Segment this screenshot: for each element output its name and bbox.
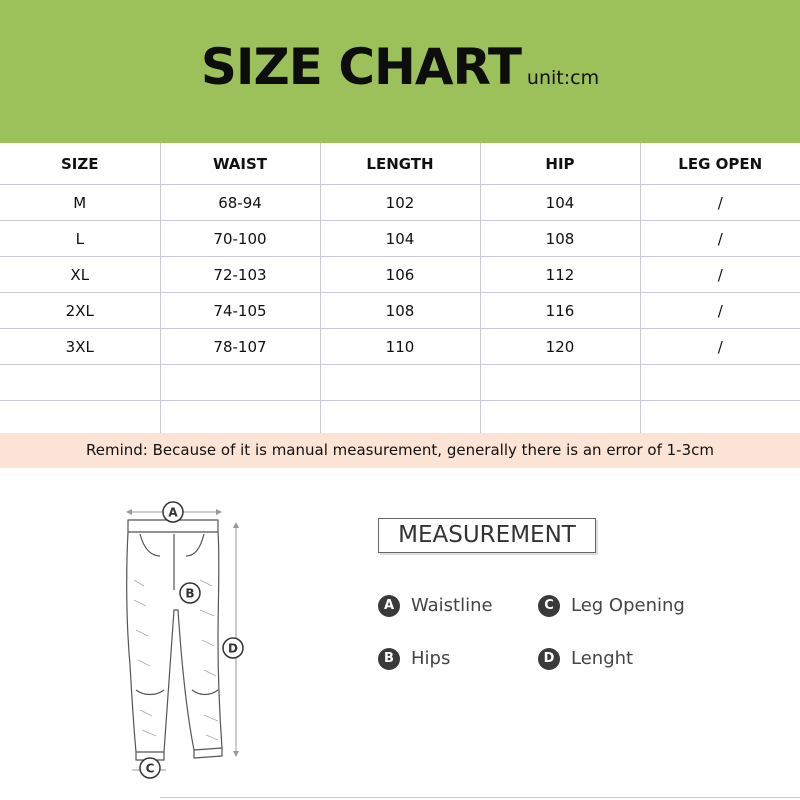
table-cell bbox=[0, 365, 160, 401]
table-cell: 3XL bbox=[0, 329, 160, 365]
measurement-title: MEASUREMENT bbox=[378, 518, 596, 553]
marker-c-label: C bbox=[145, 761, 155, 776]
table-cell bbox=[160, 365, 320, 401]
table-cell bbox=[480, 401, 640, 437]
marker-a-label: A bbox=[168, 505, 178, 520]
page-title: SIZE CHART bbox=[200, 38, 521, 96]
table-cell: 108 bbox=[320, 293, 480, 329]
size-table bbox=[0, 143, 800, 436]
divider bbox=[160, 797, 800, 798]
table-cell: / bbox=[640, 293, 800, 329]
legend-label: Waistline bbox=[411, 595, 493, 616]
table-row bbox=[0, 185, 800, 221]
table-cell bbox=[480, 365, 640, 401]
table-cell: L bbox=[0, 221, 160, 257]
table-cell: XL bbox=[0, 257, 160, 293]
unit-label: unit:cm bbox=[526, 67, 600, 89]
table-row bbox=[0, 257, 800, 293]
marker-b-label: B bbox=[185, 586, 195, 601]
table-cell bbox=[320, 365, 480, 401]
marker-d-label: D bbox=[228, 641, 238, 656]
table-cell: / bbox=[640, 257, 800, 293]
pants-sketch-icon bbox=[100, 490, 270, 790]
table-cell: M bbox=[0, 185, 160, 221]
table-cell: 70-100 bbox=[160, 221, 320, 257]
table-cell: 112 bbox=[480, 257, 640, 293]
table-cell bbox=[160, 401, 320, 437]
table-row bbox=[0, 293, 800, 329]
badge-d-icon: D bbox=[538, 648, 560, 670]
table-cell bbox=[320, 401, 480, 437]
table-cell: 74-105 bbox=[160, 293, 320, 329]
table-cell: 2XL bbox=[0, 293, 160, 329]
table-cell: / bbox=[640, 221, 800, 257]
table-cell: 68-94 bbox=[160, 185, 320, 221]
title-wrap bbox=[0, 38, 800, 96]
column-header-size: SIZE bbox=[0, 143, 160, 185]
column-header-leg-open: LEG OPEN bbox=[640, 143, 800, 185]
table-row bbox=[0, 221, 800, 257]
table-cell bbox=[640, 401, 800, 437]
table-cell: 106 bbox=[320, 257, 480, 293]
table-row-empty bbox=[0, 401, 800, 437]
column-header-waist: WAIST bbox=[160, 143, 320, 185]
badge-a-icon: A bbox=[378, 595, 400, 617]
table-row-empty bbox=[0, 365, 800, 401]
table-cell: 72-103 bbox=[160, 257, 320, 293]
column-header-length: LENGTH bbox=[320, 143, 480, 185]
table-cell bbox=[0, 401, 160, 437]
legend-label: Leg Opening bbox=[571, 595, 685, 616]
header-banner bbox=[0, 0, 800, 143]
table-cell: 102 bbox=[320, 185, 480, 221]
table-cell: 108 bbox=[480, 221, 640, 257]
table-row bbox=[0, 329, 800, 365]
table-cell: 104 bbox=[480, 185, 640, 221]
legend-label: Lenght bbox=[571, 648, 634, 669]
table-cell: / bbox=[640, 185, 800, 221]
badge-c-icon: C bbox=[538, 595, 560, 617]
table-cell: 78-107 bbox=[160, 329, 320, 365]
column-header-hip: HIP bbox=[480, 143, 640, 185]
table-cell: 120 bbox=[480, 329, 640, 365]
table-cell: 104 bbox=[320, 221, 480, 257]
remind-banner: Remind: Because of it is manual measurement, generally there is an error of 1-3cm bbox=[0, 433, 800, 468]
legend-label: Hips bbox=[411, 648, 451, 669]
table-header-row bbox=[0, 143, 800, 185]
table-cell bbox=[640, 365, 800, 401]
table-cell: 110 bbox=[320, 329, 480, 365]
table-cell: / bbox=[640, 329, 800, 365]
table-cell: 116 bbox=[480, 293, 640, 329]
badge-b-icon: B bbox=[378, 648, 400, 670]
